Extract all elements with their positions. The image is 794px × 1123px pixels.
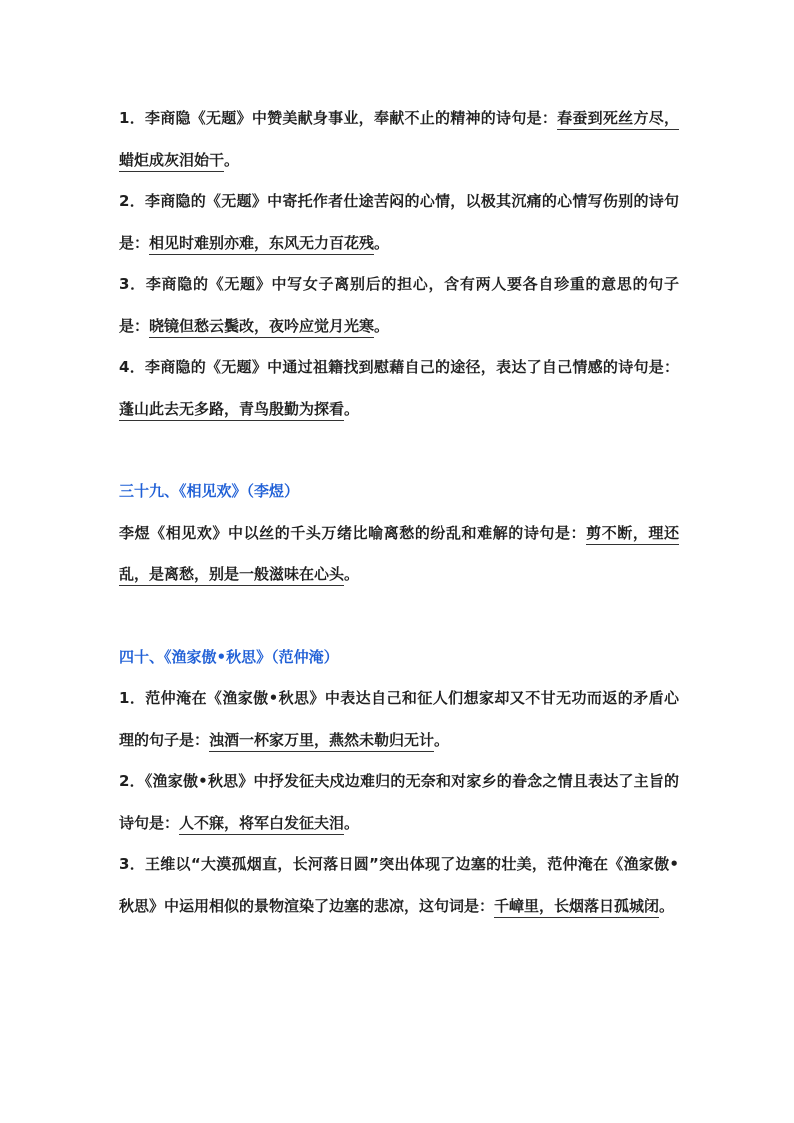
question-text: 1．李商隐《无题》中赞美献身事业，奉献不止的精神的诗句是： bbox=[119, 109, 558, 127]
qa-item-38-4 bbox=[119, 347, 679, 430]
qa-item-38-2 bbox=[119, 181, 679, 264]
qa-item-38-3 bbox=[119, 264, 679, 347]
qa-item-40-3 bbox=[119, 844, 679, 927]
sentence-end: 。 bbox=[659, 896, 675, 915]
answer-text: 剪不断，理还乱，是离愁，别是一般滋味在心头 bbox=[119, 524, 679, 587]
sentence-end: 。 bbox=[374, 316, 390, 335]
sentence-end: 。 bbox=[434, 730, 450, 749]
sentence-end: 。 bbox=[374, 233, 390, 252]
answer-text: 浊酒一杯家万里，燕然未勒归无计 bbox=[209, 731, 434, 752]
question-text: 4．李商隐的《无题》中通过祖籍找到慰藉自己的途径，表达了自己情感的诗句是： bbox=[119, 358, 679, 376]
section-gap bbox=[119, 430, 679, 471]
qa-item-40-2 bbox=[119, 761, 679, 844]
section-gap bbox=[119, 596, 679, 637]
section-heading-39: 三十九、《相见欢》（李煜） bbox=[119, 482, 300, 500]
answer-text: 晓镜但愁云鬓改，夜吟应觉月光寒 bbox=[149, 317, 374, 338]
answer-text: 人不寐，将军白发征夫泪 bbox=[179, 814, 344, 835]
qa-item-40-1 bbox=[119, 678, 679, 761]
question-text: 1．范仲淹在《渔家傲•秋思》中表达自己和征人们想家却又不甘无功而返的矛盾心理的句子是： bbox=[119, 689, 679, 749]
qa-item-39-1 bbox=[119, 513, 679, 596]
question-text: 3．李商隐的《无题》中写女子离别后的担心，含有两人要各自珍重的意思的句子是： bbox=[119, 275, 679, 335]
answer-text: 千嶂里，长烟落日孤城闭 bbox=[494, 897, 659, 918]
sentence-end: 。 bbox=[224, 150, 240, 169]
question-text: 2．《渔家傲•秋思》中抒发征夫戍边难归的无奈和对家乡的眷念之情且表达了主旨的诗句是： bbox=[119, 772, 679, 832]
question-text: 2．李商隐的《无题》中寄托作者仕途苦闷的心情，以极其沉痛的心情写伤别的诗句是： bbox=[119, 192, 679, 252]
answer-text: 相见时难别亦难，东风无力百花残 bbox=[149, 234, 374, 255]
answer-text: 蓬山此去无多路，青鸟殷勤为探看 bbox=[119, 400, 344, 421]
sentence-end: 。 bbox=[344, 813, 360, 832]
sentence-end: 。 bbox=[344, 399, 360, 418]
sentence-end: 。 bbox=[344, 565, 360, 583]
document-page bbox=[119, 98, 679, 927]
question-text: 李煜《相见欢》中以丝的千头万绪比喻离愁的纷乱和难解的诗句是： bbox=[119, 523, 587, 542]
answer-text: 春蚕到死丝方尽，蜡炬成灰泪始干 bbox=[119, 109, 679, 172]
section-heading-40: 四十、《渔家傲•秋思》（范仲淹） bbox=[119, 647, 339, 666]
question-text: 3．王维以“大漠孤烟直，长河落日圆”突出体现了边塞的壮美，范仲淹在《渔家傲•秋思》中运用相似的景物渲染了边塞的悲凉，这句词是： bbox=[119, 855, 679, 915]
qa-item-38-1 bbox=[119, 98, 679, 181]
